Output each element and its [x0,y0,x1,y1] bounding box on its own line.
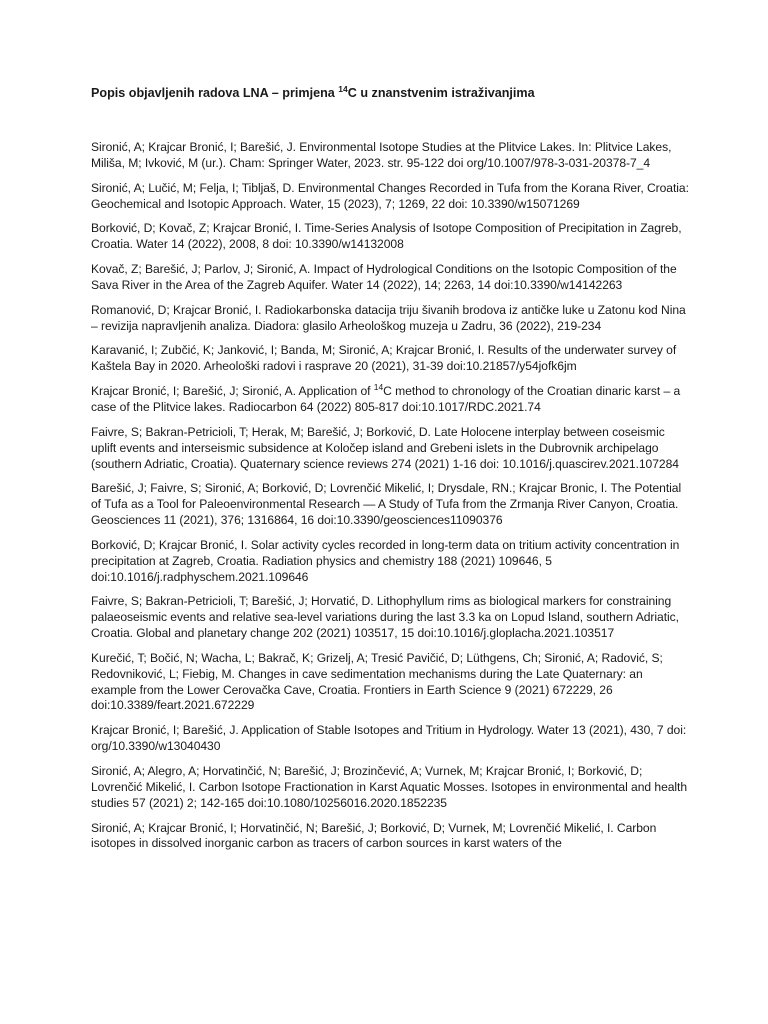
title-text-before: Popis objavljenih radova LNA – primjena [91,86,339,100]
reference-item: Sironić, A; Krajcar Bronić, I; Horvatinčić, N; Barešić, J; Borković, D; Vurnek, M; Lovrenčić Mikelić, I. Carbon isotopes in dissolved inorganic carbon as tracers of carbon sources in karst waters of the [91,820,657,851]
reference-item: Krajcar Bronić, I; Barešić, J. Application of Stable Isotopes and Tritium in Hydrology. Water 13 (2021), 430, 7 doi: org/10.3390/w13040430 [91,723,687,754]
title-superscript: 14 [338,84,348,94]
reference-item: Faivre, S; Bakran-Petricioli, T; Herak, M; Barešić, J; Borković, D. Late Holocene interplay between coseismic uplift events and interseismic subsidence at Koločep island and Grebeni islets in the Dubrovnik archipelago (southern Adriatic, Croatia). Quaternary science reviews 274 (2021) 1-16 doi: 10.1016/j.quascirev.2021.107284 [91,424,679,471]
reference-text-before: Krajcar Bronić, I; Barešić, J; Sironić, A. Application of [91,384,374,399]
reference-item: Sironić, A; Alegro, A; Horvatinčić, N; Barešić, J; Brozinčević, A; Vurnek, M; Krajcar Bronić, I; Borković, D; Lovrenčić Mikelić, I. Carbon Isotope Fractionation in Karst Aquatic Mosses. Isotopes in environmental and health studies 57 (2021) 2; 142-165 doi:10.1080/10256016.2020.1852235 [91,764,688,810]
reference-list [91,140,691,852]
reference-item: Faivre, S; Bakran-Petricioli, T; Barešić, J; Horvatić, D. Lithophyllum rims as biological markers for constraining palaeoseismic events and relative sea-level variations during the last 3.3 ka on Lopud Island, southern Adriatic, Croatia. Global and planetary change 202 (2021) 103517, 15 doi:10.1016/j.gloplacha.2021.103517 [91,594,679,641]
reference-text-after: C method to chronology of the Croatian dinaric karst – a case of the Plitvice lakes. Radiocarbon 64 (2022) 805-817 doi:10.1017/RDC.2021.74 [91,384,681,414]
document-page [91,84,691,861]
reference-item: Kurečić, T; Bočić, N; Wacha, L; Bakrač, K; Grizelj, A; Tresić Pavičić, D; Lüthgens, Ch; Sironić, A; Radović, S; Redovniković, L; Fiebig, M. Changes in cave sedimentation mechanisms during the Late Quaternary: an example from the Lower Cerovačka Cave, Croatia. Frontiers in Earth Science 9 (2021) 672229, 26 doi:10.3389/feart.2021.672229 [91,650,663,713]
reference-item: Sironić, A; Lučić, M; Felja, I; Tibljaš, D. Environmental Changes Recorded in Tufa from the Korana River, Croatia: Geochemical and Isotopic Approach. Water, 15 (2023), 7; 1269, 22 doi: 10.3390/w15071269 [91,180,689,211]
reference-superscript: 14 [373,382,384,393]
reference-item: Romanović, D; Krajcar Bronić, I. Radiokarbonska datacija triju šivanih brodova iz antičke luke u Zatonu kod Nina – revizija napravljenih analiza. Diadora: glasilo Arheološkog muzeja u Zadru, 36 (2022), 219-234 [91,302,686,333]
title-text-after: C u znanstvenim istraživanjima [347,86,535,100]
document-title [91,84,691,102]
reference-item: Borković, D; Kovač, Z; Krajcar Bronić, I. Time-Series Analysis of Isotope Composition of Precipitation in Zagreb, Croatia. Water 14 (2022), 2008, 8 doi: 10.3390/w14132008 [91,221,682,252]
reference-item: Karavanić, I; Zubčić, K; Janković, I; Banda, M; Sironić, A; Krajcar Bronić, I. Results of the underwater survey of Kaštela Bay in 2020. Arheološki radovi i rasprave 20 (2021), 31-39 doi:10.21857/y54jofk6jm [91,343,677,374]
reference-item [91,384,691,416]
reference-item: Kovač, Z; Barešić, J; Parlov, J; Sironić, A. Impact of Hydrological Conditions on the Isotopic Composition of the Sava River in the Area of the Zagreb Aquifer. Water 14 (2022), 14; 2263, 14 doi:10.3390/w14142263 [91,262,677,292]
reference-item: Borković, D; Krajcar Bronić, I. Solar activity cycles recorded in long-term data on tritium activity concentration in precipitation at Zagreb, Croatia. Radiation physics and chemistry 188 (2021) 109646, 5 doi:10.1016/j.radphyschem.2021.109646 [91,537,680,584]
reference-item: Sironić, A; Krajcar Bronić, I; Barešić, J. Environmental Isotope Studies at the Plitvice Lakes. In: Plitvice Lakes, Miliša, M; Ivković, M (ur.). Cham: Springer Water, 2023. str. 95-122 doi org/10.1007/978-3-031-20378-7_4 [91,140,672,170]
reference-item: Barešić, J; Faivre, S; Sironić, A; Borković, D; Lovrenčić Mikelić, I; Drysdale, RN.; Krajcar Bronic, I. The Potential of Tufa as a Tool for Paleoenvironmental Research — A Study of Tufa from the Zrmanja River Canyon, Croatia. Geosciences 11 (2021), 376; 1316864, 16 doi:10.3390/geosciences11090376 [91,481,682,528]
